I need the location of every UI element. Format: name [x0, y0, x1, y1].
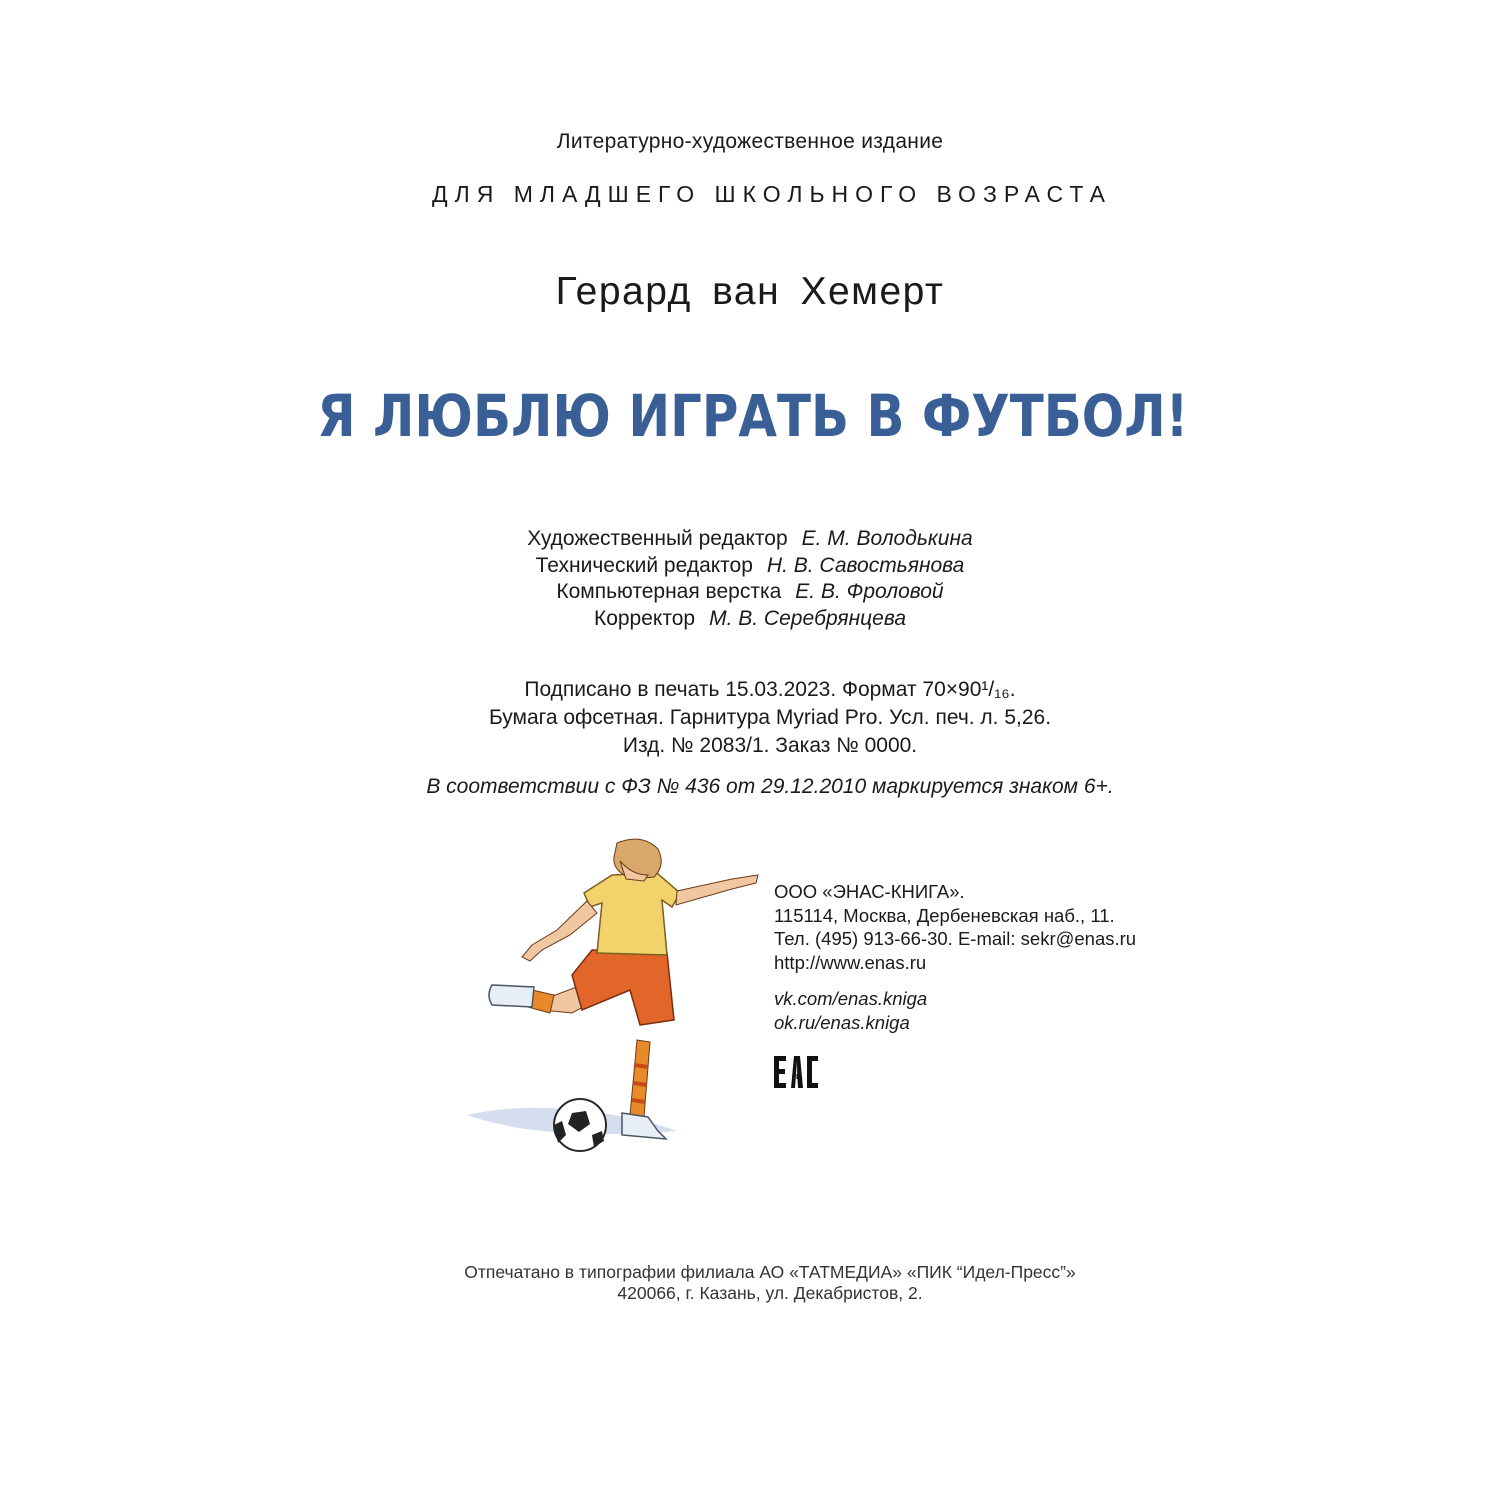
publisher-line: ООО «ЭНАС-КНИГА». — [774, 881, 965, 902]
print-info — [0, 676, 1500, 760]
credit-row — [0, 553, 1500, 580]
printer-line: Отпечатано в типографии филиала АО «ТАТМЕДИА» «ПИК “Идел-Пресс”» — [464, 1262, 1076, 1282]
social-links — [774, 987, 927, 1035]
credit-name: Н. В. Савостьянова — [766, 553, 965, 577]
publisher-line: 115114, Москва, Дербеневская наб., 11. — [774, 904, 1115, 926]
credits-block — [0, 526, 1500, 632]
credit-role: Корректор — [593, 606, 696, 630]
social-link: ok.ru/enas.kniga — [774, 1012, 910, 1033]
print-line: Бумага офсетная. Гарнитура Myriad Pro. Усл. печ. л. 5,26. — [488, 706, 1052, 729]
credit-role: Компьютерная верстка — [556, 580, 782, 603]
publisher-info — [774, 880, 1136, 974]
credit-role: Художественный редактор — [527, 527, 788, 550]
publisher-line: http://www.enas.ru — [774, 951, 927, 973]
publisher-line: Тел. (495) 913-66-30. E-mail: sekr@enas.ru — [774, 928, 1137, 949]
football-player-illustration — [462, 835, 772, 1165]
print-line: Подписано в печать 15.03.2023. Формат 70×90¹/₁₆. — [524, 678, 1016, 701]
credit-row — [0, 606, 1500, 633]
book-title: Я ЛЮБЛЮ ИГРАТЬ В ФУТБОЛ! — [317, 382, 1189, 450]
print-line: Изд. № 2083/1. Заказ № 0000. — [622, 734, 918, 757]
soccer-ball-icon — [554, 1099, 606, 1151]
audience-label: ДЛЯ МЛАДШЕГО ШКОЛЬНОГО ВОЗРАСТА — [432, 181, 1112, 207]
credit-row — [0, 526, 1500, 553]
social-link: vk.com/enas.kniga — [774, 988, 928, 1009]
credit-name: М. В. Серебрянцева — [709, 606, 907, 630]
author-name: Герард ван Хемерт — [555, 270, 945, 313]
eac-mark-icon — [772, 1055, 820, 1089]
credit-role: Технический редактор — [535, 553, 753, 577]
printer-info — [0, 1262, 1500, 1304]
printer-line: 420066, г. Казань, ул. Декабристов, 2. — [617, 1283, 923, 1303]
age-marking: В соответствии с ФЗ № 436 от 29.12.2010 маркируется знаком 6+. — [426, 775, 1114, 798]
credit-name: Е. В. Фроловой — [795, 580, 944, 603]
credit-row — [0, 579, 1500, 606]
edition-type: Литературно-художественное издание — [556, 130, 944, 153]
credit-name: Е. М. Володькина — [801, 527, 973, 550]
